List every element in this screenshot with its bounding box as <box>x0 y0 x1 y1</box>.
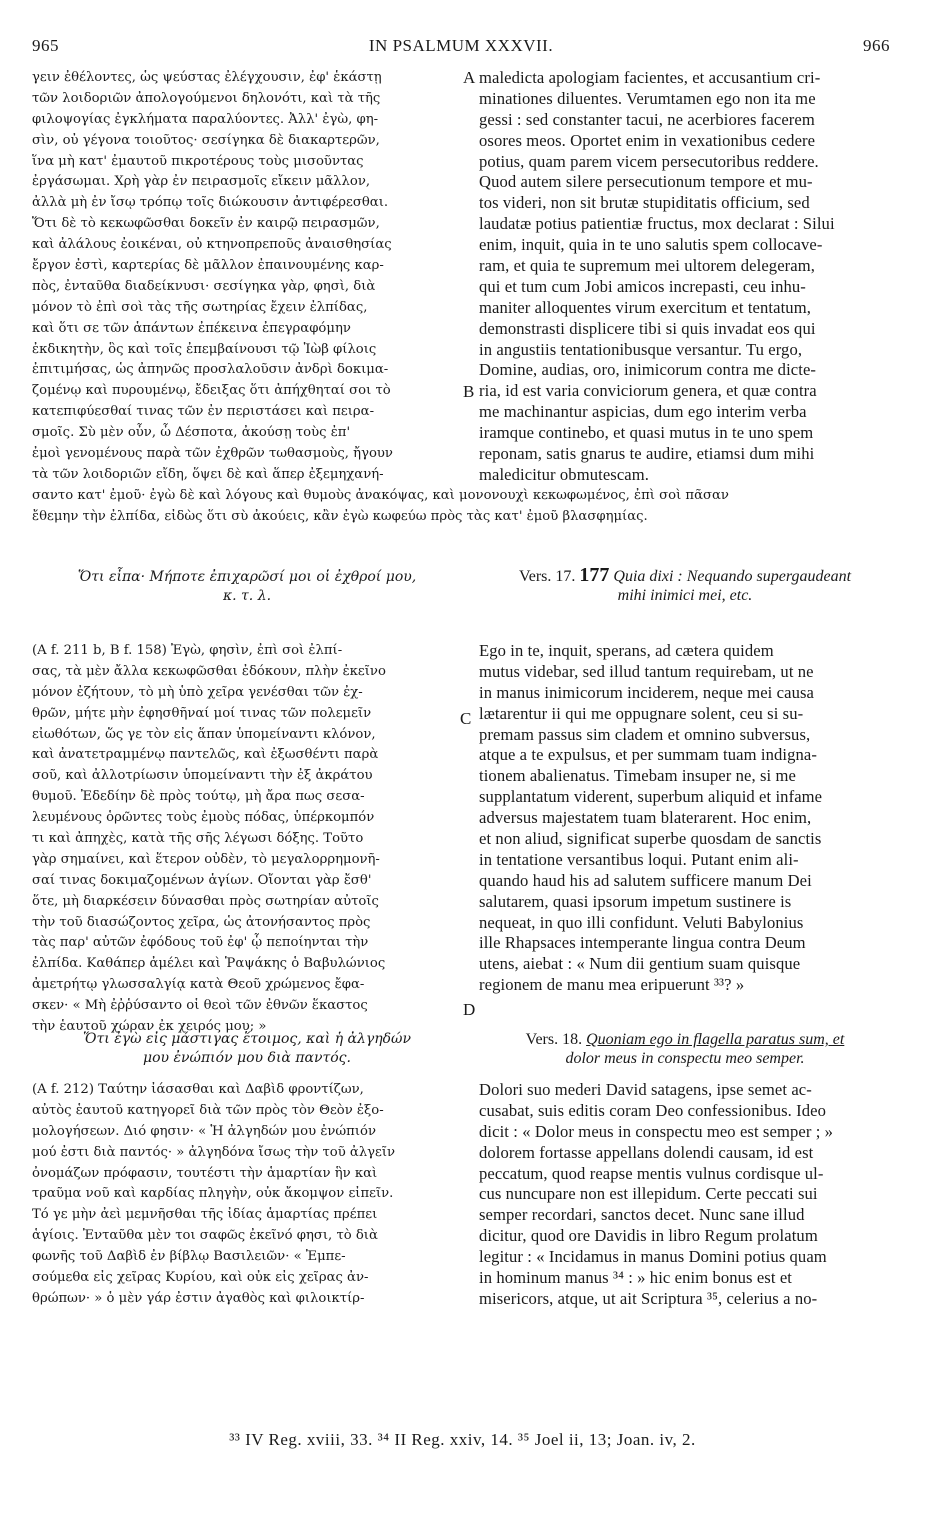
latin-text-line: laudatæ potius patientiæ fructus, mox declarat : Silui <box>479 214 835 234</box>
greek-text-line: ἐργάσωμαι. Χρὴ γὰρ ἐν πειρασμοῖς εἴκειν μᾶλλον, <box>32 174 371 190</box>
latin-text-line: in tentatione versantibus loqui. Putant enim ali- <box>479 849 799 869</box>
verse-18-greek-heading-line-1: Ὅτι ἐγὼ εἰς μάστιγας ἕτοιμος, καὶ ἡ ἀλγηδών <box>83 1031 411 1047</box>
latin-text-line: salutarem, quasi ipsorum impetum sustinere is <box>479 891 792 911</box>
latin-text-line: Ego in te, inquit, sperans, ad cætera quidem <box>479 641 774 660</box>
verse-17-latin-heading <box>479 566 891 605</box>
latin-text-line: Dolori suo mederi David satagens, ipse semet ac- <box>479 1080 812 1099</box>
latin-column-section-1 <box>479 68 894 486</box>
greek-text-line: κατεπιφύεσθαί τινας τῶν ἐν περιστάσει καὶ πειρα- <box>32 404 375 420</box>
greek-text-line: φωνῆς τοῦ Δαβὶδ ἐν βίβλῳ Βασιλειῶν· « Ἐμπε- <box>32 1249 346 1265</box>
latin-text-line: me machinantur aspicias, dum ego interim verba <box>479 402 807 422</box>
latin-text-line: utens, aiebat : « Num dii gentium suam quisque <box>479 954 801 974</box>
greek-column-section-1 <box>32 68 462 486</box>
verse-17-latin-title: Quia dixi : Nequando supergaudeant <box>613 568 852 585</box>
greek-text-line: ἐμοὶ γενομένους παρὰ τῶν ἐχθρῶν τωθασμοὺς, ἤγουν <box>32 446 393 462</box>
latin-text-line: enim, inquit, quia in te uno salutis spem collocave- <box>479 235 823 255</box>
greek-text-line: σοῦ, καὶ ἀλλοτρίωσιν ὑπομείναντι τὴν ἐξ ἀκράτου <box>32 768 373 784</box>
latin-text-line: dicit : « Dolor meus in conspectu meo est semper ; » <box>479 1121 834 1141</box>
latin-text-line: semper recordari, sanctos decet. Nunc sane illud <box>479 1205 805 1225</box>
latin-text-line: atque a te expulsus, et per summam tuam indigna- <box>479 745 817 765</box>
greek-text-line: ἀμετρήτῳ γλωσσαλγίᾳ κατὰ Θεοῦ χρώμενος ἔφα- <box>32 977 365 993</box>
greek-text-line: σας, τὰ μὲν ἄλλα κεκωφῶσθαι ἐδόκουν, πλὴν ἐκεῖνο <box>32 663 386 679</box>
greek-text-line: μού ἐστι διὰ παντός· » ἀλγηδόνα ἴσως τὴν τοῦ ἀλγεῖν <box>32 1144 396 1160</box>
greek-text-line: θρῶν, μήτε μὴν ἐφησθῆναί μοί τινας τῶν πολεμεῖν <box>32 705 372 721</box>
verse-18-latin-heading-line-1 <box>479 1030 891 1049</box>
latin-text-line: peccatum, quod reapse mentis vulnus cordisque ul- <box>479 1163 824 1183</box>
latin-text-line: lætarentur ii qui me oppugnare solent, ceu si su- <box>479 703 804 723</box>
verse-18-greek-heading <box>32 1030 462 1068</box>
greek-text-line: ὀνομάζων πρόφασιν, τουτέστι τὴν ἁμαρτίαν ἣν καὶ <box>32 1165 378 1181</box>
greek-text-line: καὶ ἀλάλους ἐοικέναι, οὐ κτηνοπρεποῦς ἀναισθησίας <box>32 237 392 253</box>
greek-text-line: ἵνα μὴ κατ' ἐμαυτοῦ πικροτέρους τοὺς μισοῦντας <box>32 153 364 169</box>
latin-text-line: tos videri, non sit brutæ stupiditatis officium, sed <box>479 193 810 213</box>
latin-text-line: misericors, atque, ut ait Scriptura ³⁵, celerius a no- <box>479 1288 818 1308</box>
greek-text-line: Τό γε μὴν ἀεὶ μεμνῆσθαι τῆς ἰδίας ἁμαρτίας πρέπει <box>32 1207 378 1223</box>
greek-text-line: ἔθεμην τὴν ἐλπίδα, εἰδὼς ὅτι σὺ ἀκούεις, κἂν ἐγὼ κωφεύω πρὸς τὰς κατ' ἐμοῦ βλασφημίας. <box>32 508 648 524</box>
greek-text-line: μόνον ἐζήτουν, τὸ μὴ ὑπὸ χεῖρα γενέσθαι τῶν ἐχ- <box>32 684 363 700</box>
greek-text-line: Ὅτι δὲ τὸ κεκωφῶσθαι δοκεῖν ἐν καιρῷ πειρασμῶν, <box>32 216 380 232</box>
latin-text-line: mutus videbar, sed illud tantum requirebam, ut ne <box>479 661 814 681</box>
greek-text-line: θρώπων· » ὁ μὲν γάρ ἐστιν ἀγαθὸς καὶ φιλοικτίρ- <box>32 1290 365 1306</box>
verse-17-greek-heading-line-1: Ὅτι εἶπα· Μήποτε ἐπιχαρῶσί μοι οἱ ἐχθροί μου, <box>77 569 417 585</box>
latin-text-line: quando haud his ad salutem sufficere manum Dei <box>479 870 812 890</box>
verse-18-latin-heading-line-2: dolor meus in conspectu meo semper. <box>565 1050 805 1067</box>
greek-text-line: λευμένους ὁρῶντες τοὺς ἐμοὺς πόδας, ὑπέρκομπόν <box>32 810 375 826</box>
latin-text-line: regionem de manu mea eripuerunt ³³? » <box>479 975 745 995</box>
greek-text-line: γειν ἐθέλοντες, ὡς ψεύστας ἐλέγχουσιν, ἐφ' ἑκάστῃ <box>32 70 382 85</box>
latin-text-line: gessi : sed constanter tacui, ne acerbiores facerem <box>479 109 815 129</box>
greek-text-line: τὰ τῶν λοιδοριῶν εἴδη, ὅψει δὲ καὶ ἅπερ ἐξεμηχανή- <box>32 466 384 482</box>
greek-text-line: ἐκδικητὴν, ὃς καὶ τοῖς ἐπεμβαίνουσι τῷ Ἰὼβ φίλοις <box>32 341 377 357</box>
latin-text-line: et non aliud, significat superbe quosdam de sanctis <box>479 829 822 849</box>
greek-text-line: (A f. 211 b, B f. 158) Ἐγὼ, φησὶν, ἐπὶ σοὶ ἐλπί- <box>32 643 343 658</box>
greek-text-line: ὅτε, μὴ διαρκέσειν δύνασθαι πρὸς σωτηρίαν αὐτοῖς <box>32 893 379 909</box>
latin-text-line: demonstrasti displicere tibi si quis invadat eos qui <box>479 318 816 338</box>
latin-text-line: minationes diluentes. Verumtamen ego non ita me <box>479 88 816 108</box>
greek-text-line: γὰρ σημαίνει, καὶ ἕτερον οὐδὲν, τὸ μεγαλορρημονῆ- <box>32 851 380 867</box>
latin-text-line: Domine, audias, oro, inimicorum contra me dicte- <box>479 360 817 380</box>
greek-text-line: αὐτὸς ἑαυτοῦ κατηγορεῖ διὰ τῶν πρὸς τὸν Θεὸν ἐξο- <box>32 1102 384 1118</box>
latin-text-line: cusabat, suis editis coram Deo confessionibus. Ideo <box>479 1100 827 1120</box>
greek-text-line: τῶν λοιδοριῶν ἀπολογούμενοι δηλονότι, καὶ τὰ τῆς <box>32 90 381 106</box>
greek-text-line: θυμοῦ. Ἐδεδίην δὲ πρὸς τούτῳ, μὴ ἄρα πως σεσα- <box>32 789 365 805</box>
latin-text-line: maledicta apologiam facientes, et accusantium cri- <box>479 68 821 87</box>
running-header <box>32 36 890 60</box>
greek-text-line: μολογήσεων. Διό φησιν· « Ἡ ἀλγηδών μου ἐνώπιόν <box>32 1123 376 1139</box>
greek-text-line: ἔργον ἐστὶ, καρτερίας δὲ μᾶλλον ἐπαινουμένης καρ- <box>32 258 384 274</box>
latin-text-line: supplantatum viderent, superbum aliquid et infame <box>479 787 823 807</box>
greek-text-line: ζομένῳ καὶ πυρουμένῳ, ἔδειξας ὅτι ἀπήχθηταί σοι τὸ <box>32 383 391 399</box>
greek-text-line: σὶν, οὐ γέγονα τοιοῦτος· σεσίγηκα δὲ διακαρτερῶν, <box>32 132 380 148</box>
latin-text-line: maledicitur obmutescam. <box>479 464 650 484</box>
greek-text-line: σαί τινας δοκιμαζομένων ἁγίων. Οἴονται γὰρ ἔσθ' <box>32 872 372 888</box>
latin-text-line: dolorem fortasse appellans dolendi causam, id est <box>479 1142 814 1162</box>
verse-17-greek-heading <box>32 568 462 606</box>
verse-17-latin-heading-line-2: mihi inimici mei, etc. <box>617 587 753 604</box>
greek-text-line: σκεν· « Μὴ ἐῤῥύσαντο οἱ θεοὶ τῶν ἐθνῶν ἕκαστος <box>32 998 368 1014</box>
greek-text-line: τὴν ἑαυτοῦ χώραν ἐκ χειρός μου; » <box>32 1019 267 1035</box>
verse-18-label: Vers. 18. <box>525 1031 583 1048</box>
greek-text-line: τι καὶ ἀπηχὲς, κατὰ τῆς σῆς λέγωσι δόξης. Τοῦτο <box>32 831 364 847</box>
greek-column-section-3 <box>32 1080 462 1310</box>
latin-text-line: iramque continebo, et quasi mutus in te uno spem <box>479 423 814 443</box>
latin-text-line: reponam, satis gnarus te audire, etiamsi dum mihi <box>479 444 815 464</box>
latin-text-line: in angustiis tentationibusque versantur. Tu ergo, <box>479 339 803 359</box>
greek-text-line: τὴν τοῦ διασώζοντος χεῖρα, ὡς ἀτονήσαντος πρὸς <box>32 914 371 930</box>
verse-17-greek-heading-line-2: κ. τ. λ. <box>222 588 272 604</box>
latin-text-line: premam passus sim cladem et omnino subversus, <box>479 724 811 744</box>
greek-column-section-2 <box>32 641 462 1038</box>
margin-letter-d: D <box>463 1000 476 1019</box>
greek-text-line: ἁγίοις. Ἐνταῦθα μὲν τοι σαφῶς ἐκεῖνό φησι, τὸ διὰ <box>32 1228 378 1244</box>
latin-text-line: potius, quam parem vicem persecutoribus reddere. <box>479 151 819 171</box>
greek-text-line: μόνον τὸ ἐπὶ σοὶ τὰς τῆς σωτηρίας ἔχειν ἐλπίδας, <box>32 299 368 315</box>
latin-text-line: ria, id est varia conviciorum genera, et quæ contra <box>479 381 817 401</box>
greek-text-line: πὸς, ἐνταῦθα διαδείκνυσι· σεσίγηκα γὰρ, φησὶ, διὰ <box>32 278 376 294</box>
page-number-left: 965 <box>32 36 59 55</box>
greek-text-line: τὰς παρ' αὐτῶν ἐφόδους τοῦ ἐφ' ᾧ πεποίηνται τὴν <box>32 935 369 951</box>
latin-column-section-2 <box>479 641 894 996</box>
latin-text-line: osores meos. Oportet enim in vexationibus cedere <box>479 130 816 150</box>
verse-18-latin-heading <box>479 1030 891 1068</box>
greek-fullwidth-lines <box>32 486 902 528</box>
column-number-177: 177 <box>579 564 610 586</box>
page-number-right: 966 <box>863 36 890 55</box>
verse-17-latin-heading-line-1 <box>479 566 891 586</box>
latin-text-line: tionem abalienatus. Timebam insuper ne, si me <box>479 766 796 786</box>
margin-letter-b: B <box>463 382 475 401</box>
margin-letter-c: C <box>460 709 472 728</box>
verse-17-label: Vers. 17. <box>518 568 576 585</box>
latin-text-line: ille Rhapsaces intemperante lingua contra Deum <box>479 933 806 953</box>
latin-text-line: cus nuncupare non est illepidum. Certe peccati sui <box>479 1184 818 1204</box>
latin-text-line: adversus majestatem tuam blaterarent. Hoc enim, <box>479 808 812 828</box>
greek-text-line: σαντο κατ' ἐμοῦ· ἐγὼ δὲ καὶ λόγους καὶ θυμοὺς ἀνακόψας, καὶ μονονουχὶ κεκωφωμένος, ἐπὶ σοὶ πᾶσαν <box>32 488 729 503</box>
running-title: IN PSALMUM XXXVII. <box>368 36 554 55</box>
latin-column-section-3 <box>479 1080 894 1310</box>
greek-text-line: ἐπιτιμήσας, ὡς ἀπηνῶς προσλαλοῦσιν ἀνδρὶ δοκιμα- <box>32 362 389 378</box>
greek-text-line: ἀλλὰ μὴ ἐν ἴσῳ τρόπῳ τοῖς διώκουσιν ἀντιφέρεσθαι. <box>32 195 389 211</box>
greek-text-line: τραῦμα νοῦ καὶ καρδίας πληγὴν, οὐκ ἄκομψον εἰπεῖν. <box>32 1186 394 1202</box>
latin-text-line: in hominum manus ³⁴ : » hic enim bonus est et <box>479 1268 792 1288</box>
greek-text-line: καὶ ἀνατετραμμένῳ παντελῶς, καὶ ἐξωσθέντι παρὰ <box>32 747 379 763</box>
latin-text-line: in manus inimicorum inciderem, neque mei causa <box>479 682 814 702</box>
latin-text-line: dicitur, quod ore Davidis in libro Regum prolatum <box>479 1226 818 1246</box>
footnotes: ³³ IV Reg. xviii, 33. ³⁴ II Reg. xxiv, 14. ³⁵ Joel ii, 13; Joan. iv, 2. <box>229 1430 696 1449</box>
margin-letter-a: A <box>463 68 476 87</box>
latin-text-line: ram, et quia te supremum mei ultorem delegeram, <box>479 256 815 276</box>
greek-text-line: φιλοψογίας ἐγκλήματα παραλύοντες. Ἀλλ' ἐγὼ, φη- <box>32 111 379 127</box>
latin-text-line: nequeat, in quo illi confidunt. Veluti Babylonius <box>479 912 804 932</box>
latin-text-line: Quod autem silere persecutionum tempore et mu- <box>479 172 813 192</box>
greek-text-line: σούμεθα εἰς χεῖρας Κυρίου, καὶ οὐκ εἰς χεῖρας ἀν- <box>32 1270 369 1286</box>
greek-text-line: σμοῖς. Σὺ μὲν οὖν, ὦ Δέσποτα, ἀκούσῃ τοὺς ἐπ' <box>32 425 351 441</box>
latin-text-line: maniter alloquentes virum exercitum et tentatum, <box>479 297 811 317</box>
greek-text-line: ἐλπίδα. Καθάπερ ἀμέλει καὶ Ῥαψάκης ὁ Βαβυλώνιος <box>32 956 386 972</box>
greek-text-line: καὶ ὅτι σε τῶν ἁπάντων ἐπέκεινα ἐπεγραφόμην <box>32 320 351 336</box>
verse-18-latin-title: Quoniam ego in flagella paratus sum, et <box>586 1031 845 1048</box>
latin-text-line: legitur : « Incidamus in manus Domini potius quam <box>479 1247 827 1267</box>
greek-text-line: εἰωθότων, ὥς γε τὸν εἰς ἅπαν ὑπομείναντι κλόνον, <box>32 726 376 742</box>
greek-text-line: (A f. 212) Ταύτην ἰάσασθαι καὶ Δαβὶδ φροντίζων, <box>32 1082 364 1097</box>
latin-text-line: qui et tum cum Jobi amicos increpasti, ceu inhu- <box>479 276 806 296</box>
verse-18-greek-heading-line-2: μου ἐνώπιόν μου διὰ παντός. <box>143 1050 351 1066</box>
